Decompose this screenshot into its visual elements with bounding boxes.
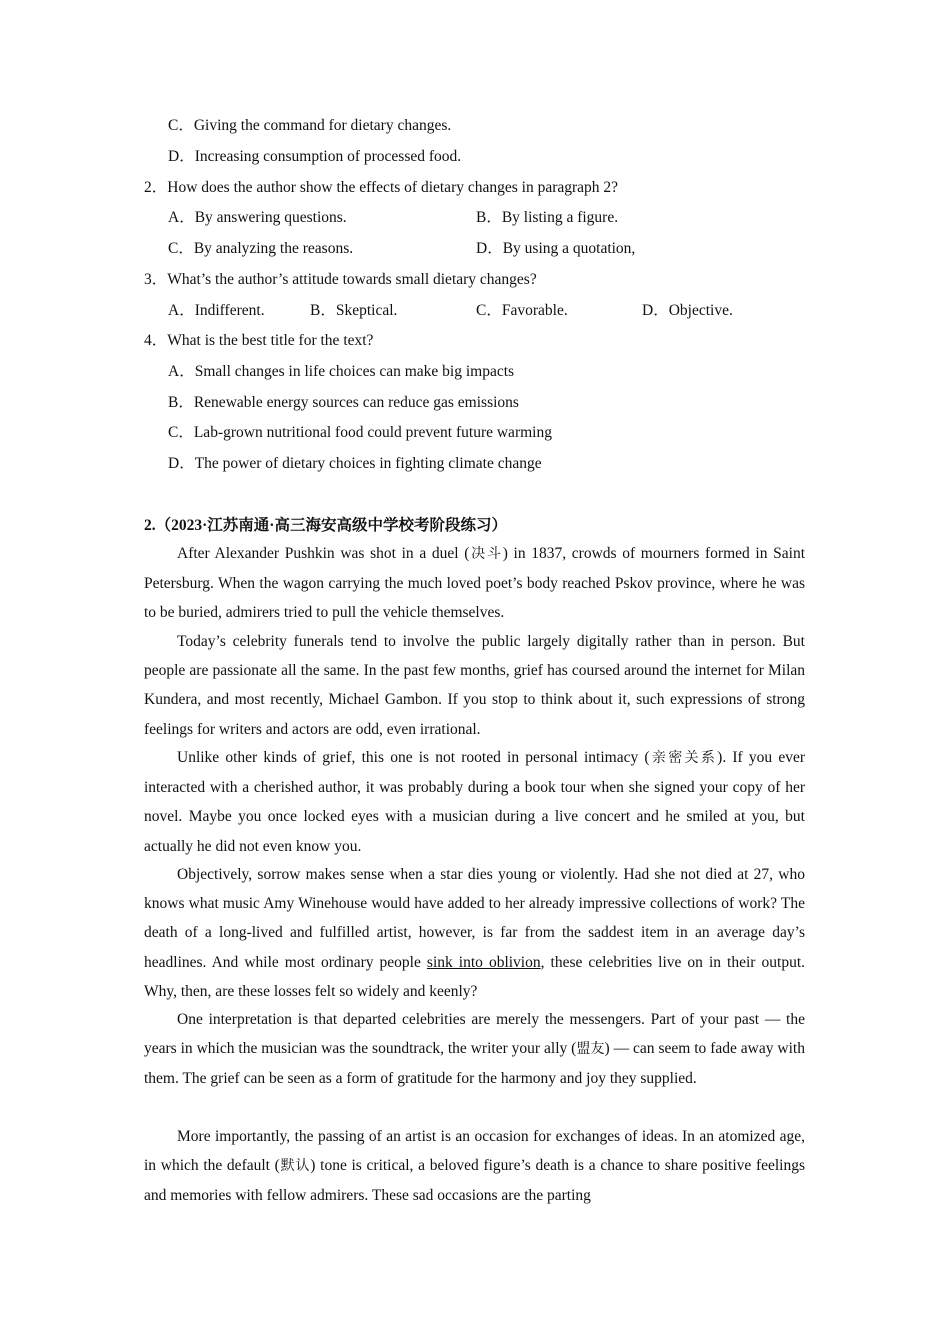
q4-option-a [168, 362, 514, 382]
chinese-gloss: 盟友 [576, 1041, 605, 1058]
option-text: Giving the command for dietary changes. [193, 117, 452, 134]
q3-stem [144, 270, 537, 290]
question-text: What’s the author’s attitude towards small dietary changes? [167, 271, 537, 288]
option-label: D． [168, 455, 195, 472]
option-text: Renewable energy sources can reduce gas emissions [193, 394, 519, 411]
q4-option-c [168, 423, 552, 443]
q2-option-b [476, 208, 618, 228]
underlined-phrase: sink into oblivion [426, 953, 541, 971]
q2-option-a [168, 208, 347, 228]
q3-option-d [642, 301, 733, 321]
option-text: Small changes in life choices can make big impacts [194, 363, 515, 380]
option-label: D． [642, 302, 669, 319]
passage-heading: 2.（2023·江苏南通·高三海安高级中学校考阶段练习） [144, 517, 507, 534]
q2-stem [144, 178, 618, 198]
option-label: A． [168, 209, 195, 226]
paragraph-text: After Alexander Pushkin was shot in a duel ( [177, 545, 470, 562]
q3-option-c [476, 301, 568, 321]
option-text: Skeptical. [335, 302, 398, 319]
option-label: A． [168, 302, 195, 319]
q1-option-d [168, 147, 461, 167]
option-text: The power of dietary choices in fighting climate change [194, 455, 542, 472]
question-text: How does the author show the effects of dietary changes in paragraph 2? [167, 179, 619, 196]
option-text: Favorable. [501, 302, 568, 319]
q3-option-a [168, 301, 265, 321]
paragraph-text: Unlike other kinds of grief, this one is not rooted in personal intimacy ( [177, 749, 650, 766]
paragraph-text: ) tone is critical, a beloved figure’s death is a chance to share positive feelings and memories with fellow admirers. These sad occasions are the parting [144, 1157, 806, 1205]
option-label: B． [476, 209, 502, 226]
paragraph-text: More importantly, the passing of an artist is an occasion for exchanges of ideas. In an atomized age, in which the default ( [144, 1128, 805, 1175]
paragraph-2: Today’s celebrity funerals tend to involve the public largely digitally rather than in person. But people are passionate all the same. In the past few months, grief has coursed around the internet for Milan Kundera, and most recently, Michael Gambon. If you stop to think about it, such expressions of strong feelings for writers and actors are odd, even irrational. [144, 633, 805, 738]
paragraph-text: Objectively, sorrow makes sense when a star dies young or violently. Had she not died at 27, who knows what music Amy Winehouse would have added to her already impressive collections of work? The death of a long-lived and fulfilled artist, however, is far from the saddest item in an average day’s headlines. And while most ordinary people [144, 866, 805, 971]
option-label: C． [168, 424, 194, 441]
q2-option-d [476, 239, 635, 259]
option-label: C． [168, 240, 194, 257]
chinese-gloss: 默认 [279, 1158, 311, 1175]
option-text: By answering questions. [194, 209, 347, 226]
chinese-gloss: 亲密关系 [649, 750, 718, 766]
paragraph-text: ). If you ever interacted with a cherished author, it was probably during a book tour when she signed your copy of her novel. Maybe you once locked eyes with a musician during a live concert and he smiled at you, but actually he did not even know you. [144, 749, 805, 855]
q4-option-d [168, 454, 542, 474]
paragraph-text: , these celebrities live on in their output. Why, then, are these losses felt so widely and keenly? [144, 953, 805, 1000]
paragraph-3 [144, 743, 805, 861]
question-text: What is the best title for the text? [167, 332, 374, 349]
option-label: C． [168, 117, 194, 134]
option-label: D． [476, 240, 503, 257]
option-text: Lab-grown nutritional food could prevent future warming [193, 424, 552, 441]
option-label: B． [168, 394, 194, 411]
option-text: Increasing consumption of processed food. [194, 148, 462, 165]
paragraph-text: One interpretation is that departed celebrities are merely the messengers. Part of your past — the years in which the musician was the soundtrack, the writer your ally ( [144, 1011, 805, 1058]
paragraph-6 [144, 1122, 805, 1211]
option-label: D． [168, 148, 195, 165]
option-text: By analyzing the reasons. [193, 240, 354, 257]
paragraph-text: ) in 1837, crowds of mourners formed in Saint Petersburg. When the wagon carrying the much loved poet’s body reached Pskov province, where he was to be buried, admirers tried to pull the vehicle themselves. [144, 545, 806, 622]
option-text: By listing a figure. [501, 209, 619, 226]
q1-option-c [168, 116, 451, 136]
q3-option-b [310, 301, 397, 321]
option-label: B． [310, 302, 336, 319]
option-label: C． [476, 302, 502, 319]
paragraph-text: ) — can seem to fade away with them. The grief can be seen as a form of gratitude for the harmony and joy they supplied. [144, 1040, 805, 1088]
option-text: Indifferent. [194, 302, 265, 319]
question-number: 2． [144, 179, 168, 196]
option-text: By using a quotation, [502, 240, 636, 257]
paragraph-4 [144, 860, 805, 1006]
q4-option-b [168, 393, 519, 413]
q2-option-c [168, 239, 353, 259]
option-text: Objective. [668, 302, 733, 319]
paragraph-5 [144, 1005, 805, 1094]
option-label: A． [168, 363, 195, 380]
question-number: 3． [144, 271, 168, 288]
q4-stem [144, 331, 373, 351]
chinese-gloss: 决斗 [469, 546, 503, 562]
question-number: 4． [144, 332, 168, 349]
paragraph-1 [144, 539, 805, 628]
